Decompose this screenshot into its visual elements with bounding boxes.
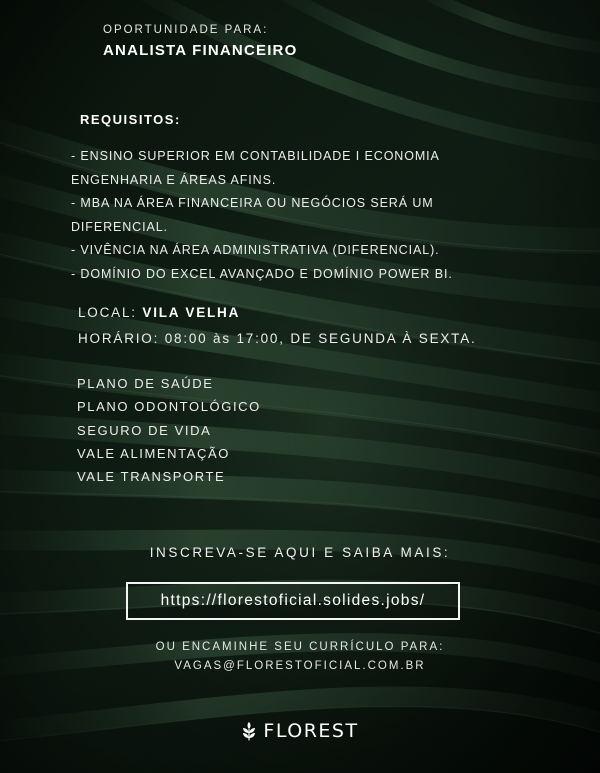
requirement-line: - MBA NA ÁREA FINANCEIRA OU NEGÓCIOS SERÁ UM <box>71 196 434 211</box>
job-title: ANALISTA FINANCEIRO <box>103 42 298 59</box>
benefit-item: VALE ALIMENTAÇÃO <box>77 445 230 461</box>
location-row <box>78 305 240 320</box>
requirements-heading: REQUISITOS: <box>80 112 181 127</box>
requirement-line: - DOMÍNIO DO EXCEL AVANÇADO E DOMÍNIO POWER BI. <box>71 266 453 281</box>
opportunity-eyebrow: OPORTUNIDADE PARA: <box>103 24 269 36</box>
contact-email[interactable]: VAGAS@FLORESTOFICIAL.COM.BR <box>174 660 426 672</box>
location-value: VILA VELHA <box>142 305 241 320</box>
benefit-item: PLANO DE SAÚDE <box>77 376 214 391</box>
benefit-item: SEGURO DE VIDA <box>77 422 212 438</box>
brand-logo <box>0 720 600 742</box>
requirements-list <box>71 145 511 287</box>
leaf-logo-icon <box>241 721 257 741</box>
send-resume-label: OU ENCAMINHE SEU CURRÍCULO PARA: <box>155 641 445 653</box>
requirement-line: - VIVÊNCIA NA ÁREA ADMINISTRATIVA (DIFERENCIAL). <box>71 243 440 258</box>
requirement-line: - ENSINO SUPERIOR EM CONTABILIDADE I ECONOMIA <box>71 149 440 163</box>
working-hours: HORÁRIO: 08:00 às 17:00, DE SEGUNDA À SEXTA. <box>78 331 477 346</box>
requirement-line: DIFERENCIAL. <box>71 219 168 234</box>
apply-link[interactable]: https://florestoficial.solides.jobs/ <box>126 582 460 620</box>
apply-cta: INSCREVA-SE AQUI E SAIBA MAIS: <box>149 545 451 560</box>
location-label: LOCAL: <box>78 305 137 320</box>
requirement-line: ENGENHARIA E ÁREAS AFINS. <box>71 172 277 187</box>
benefits-list <box>77 372 261 488</box>
benefit-item: PLANO ODONTOLÓGICO <box>77 399 261 415</box>
benefit-item: VALE TRANSPORTE <box>77 469 226 485</box>
brand-name: FLOREST <box>263 720 359 742</box>
